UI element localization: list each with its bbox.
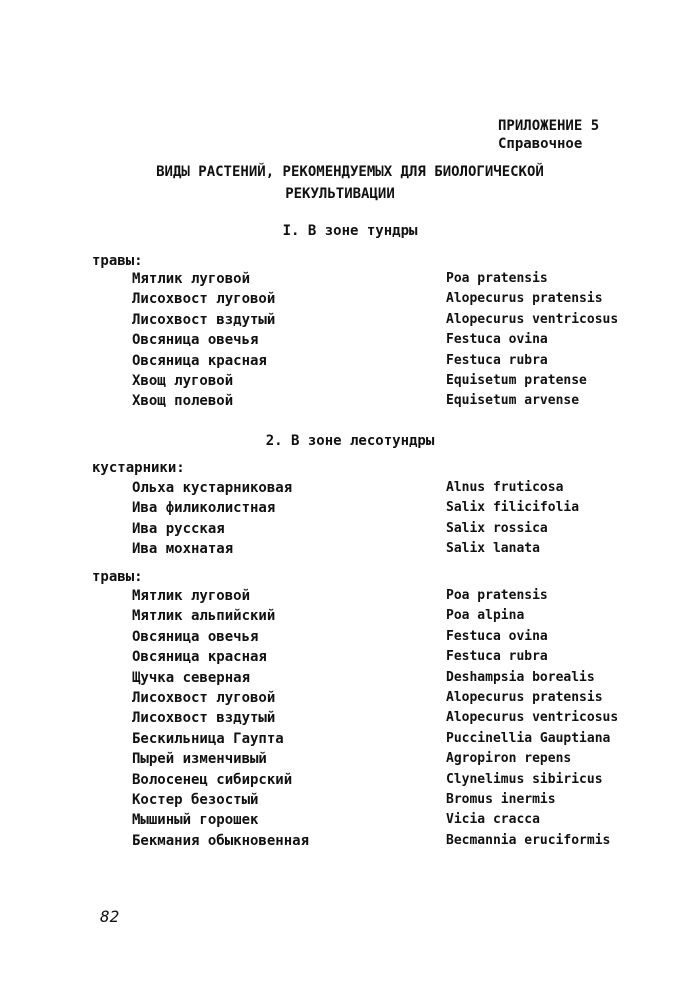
russian-name: Костер безостый [132, 791, 259, 808]
latin-name: Poa alpina [446, 608, 525, 624]
russian-name: Лисохвост вздутый [132, 311, 276, 328]
latin-name: Alopecurus pratensis [446, 689, 603, 705]
list-item [0, 353, 700, 373]
russian-name: Волосенец сибирский [132, 771, 293, 788]
latin-name: Salix lanata [446, 541, 540, 557]
latin-name: Puccinellia Gauptiana [446, 730, 611, 746]
section-1-heading: I. В зоне тундры [282, 223, 418, 239]
list-item [0, 812, 700, 832]
russian-name: Щучка северная [132, 669, 251, 686]
list-item [0, 608, 700, 628]
russian-name: Хвощ полевой [132, 393, 234, 410]
title-line-2: РЕКУЛЬТИВАЦИИ [285, 186, 395, 202]
section-2-shrubs-label: кустарники: [92, 460, 185, 476]
list-item [0, 629, 700, 649]
list-item [0, 541, 700, 561]
russian-name: Овсяница овечья [132, 332, 259, 349]
latin-name: Salix filicifolia [446, 500, 580, 516]
latin-name: Bromus inermis [446, 791, 556, 807]
latin-name: Equisetum pratense [446, 372, 587, 388]
latin-name: Deshampsia borealis [446, 669, 595, 685]
list-item [0, 312, 700, 332]
section-1-grasses-label: травы: [92, 253, 143, 269]
list-item [0, 332, 700, 352]
page-number: 82 [100, 907, 120, 926]
list-item [0, 291, 700, 311]
section-2-grasses-list [0, 588, 700, 853]
appendix-number: ПРИЛОЖЕНИЕ 5 [498, 118, 600, 134]
russian-name: Мятлик луговой [132, 588, 251, 604]
latin-name: Alopecurus ventricosus [446, 311, 619, 327]
list-item [0, 480, 700, 500]
page-title [0, 161, 700, 205]
russian-name: Мятлик луговой [132, 271, 251, 287]
latin-name: Poa pratensis [446, 271, 548, 286]
section-1-grasses-list [0, 271, 700, 414]
latin-name: Alnus fruticosa [446, 480, 564, 495]
latin-name: Poa pratensis [446, 588, 548, 603]
section-2-shrubs-list [0, 480, 700, 562]
russian-name: Овсяница красная [132, 352, 267, 369]
list-item [0, 690, 700, 710]
russian-name: Хвощ луговой [132, 372, 234, 389]
russian-name: Ива русская [132, 520, 225, 537]
latin-name: Salix rossica [446, 520, 548, 536]
list-item [0, 731, 700, 751]
list-item [0, 521, 700, 541]
latin-name: Festuca rubra [446, 352, 548, 368]
latin-name: Vicia cracca [446, 812, 540, 828]
russian-name: Бекмания обыкновенная [132, 832, 310, 849]
list-item [0, 833, 700, 853]
list-item [0, 649, 700, 669]
list-item [0, 393, 700, 413]
russian-name: Ива филиколистная [132, 500, 276, 517]
latin-name: Clynelimus sibiricus [446, 771, 603, 787]
list-item [0, 588, 700, 608]
list-item [0, 792, 700, 812]
list-item [0, 271, 700, 291]
list-item [0, 751, 700, 771]
russian-name: Овсяница красная [132, 649, 267, 666]
section-2-grasses-label: травы: [92, 569, 143, 585]
list-item [0, 500, 700, 520]
russian-name: Ольха кустарниковая [132, 480, 293, 496]
list-item [0, 772, 700, 792]
latin-name: Equisetum arvense [446, 393, 580, 409]
latin-name: Festuca ovina [446, 628, 548, 644]
list-item [0, 710, 700, 730]
latin-name: Alopecurus pratensis [446, 291, 603, 307]
title-line-1: ВИДЫ РАСТЕНИЙ, РЕКОМЕНДУЕМЫХ ДЛЯ БИОЛОГИЧЕСКОЙ [156, 164, 544, 180]
section-2-heading: 2. В зоне лесотундры [265, 433, 435, 449]
russian-name: Лисохвост вздутый [132, 710, 276, 727]
russian-name: Ива мохнатая [132, 541, 234, 558]
russian-name: Пырей изменчивый [132, 751, 267, 768]
russian-name: Лисохвост луговой [132, 291, 276, 308]
latin-name: Agropiron repens [446, 751, 572, 767]
list-item [0, 670, 700, 690]
russian-name: Мышиный горошек [132, 812, 259, 829]
russian-name: Мятлик альпийский [132, 608, 276, 625]
latin-name: Becmannia eruciformis [446, 832, 611, 848]
russian-name: Бескильница Гаупта [132, 730, 284, 747]
appendix-label [498, 117, 599, 153]
latin-name: Festuca ovina [446, 332, 548, 348]
latin-name: Alopecurus ventricosus [446, 710, 619, 726]
appendix-type: Справочное [498, 136, 583, 152]
russian-name: Лисохвост луговой [132, 689, 276, 706]
list-item [0, 373, 700, 393]
russian-name: Овсяница овечья [132, 628, 259, 645]
latin-name: Festuca rubra [446, 649, 548, 665]
